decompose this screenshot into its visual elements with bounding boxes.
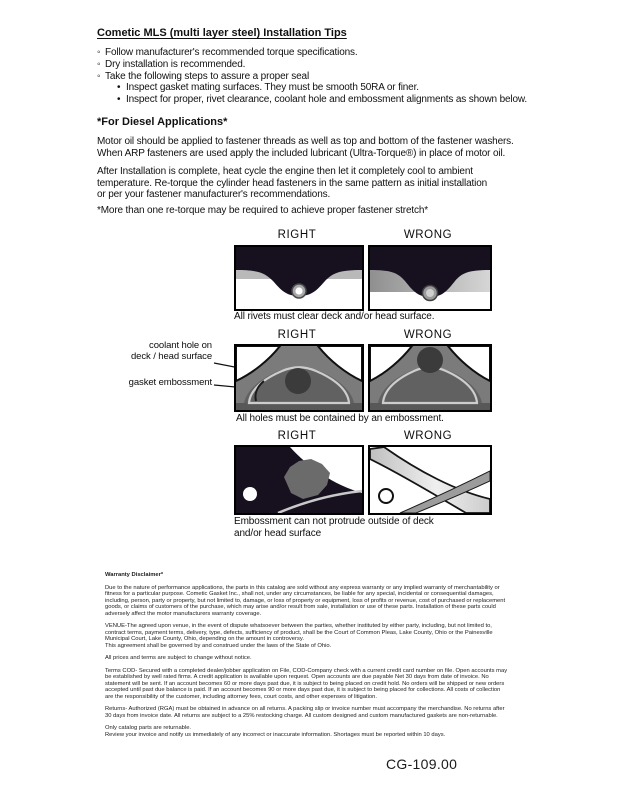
- gasket-embossment-annotation: gasket embossment: [128, 377, 212, 388]
- circle-bullet-icon: ◦: [97, 70, 101, 82]
- tip-text: Inspect gasket mating surfaces. They must be smooth 50RA or finer.: [126, 82, 419, 94]
- rivet-clearance-wrong-diagram: [368, 245, 492, 311]
- list-item: [97, 82, 527, 94]
- diesel-paragraph-1: Motor oil should be applied to fastener threads as well as top and bottom of the fastener washers. When ARP fasteners are used apply the included lubricant (Ultra-Torque®) in place of motor oil.: [97, 136, 514, 159]
- legal-paragraph-terms: Terms COD- Secured with a completed dealer/jobber application on File, COD-Company check with a current credit card number on file. Open accounts may be established by well rated firms. A credit application is available upon request. Open accounts are due payable Net 30 days from date of invoice. No statement will be sent. If an account becomes 60 or more days past due, it is subject to being placed on credit hold. No orders will be shipped or new orders accepted until past due balance is paid. If an account becomes 90 or more days past due, it is subject to being placed for collections. All costs of collection are the responsibility of the customer, including attorney fees, court costs, and other expenses of litigation.: [105, 667, 508, 700]
- diesel-section-heading: *For Diesel Applications*: [97, 116, 228, 128]
- figure3-caption: Embossment can not protrude outside of deck and/or head surface: [234, 516, 434, 539]
- figure1-right-label: RIGHT: [277, 229, 317, 241]
- figure3-right-label: RIGHT: [277, 430, 317, 442]
- document-code: CG-109.00: [386, 756, 458, 772]
- installation-tips-list: [97, 47, 527, 106]
- embossment-containment-wrong-diagram: [368, 344, 492, 412]
- embossment-protrusion-right-diagram: [234, 445, 364, 515]
- legal-paragraph-venue: VENUE-The agreed upon venue, in the event of dispute whatsoever between the parties, whether instituted by either party, including, but not limited to, contract terms, payment terms, delivery, type, defects, sufficiency of product, shall be the Court of Common Pleas, Lake County, Ohio or the Painesville Municipal Court, Lake County, Ohio, depending on the amount in controversy. This agreement shall be governed by and construed under the laws of the State of Ohio.: [105, 623, 493, 649]
- figure2-right-label: RIGHT: [277, 329, 317, 341]
- figure2-caption: All holes must be contained by an embossment.: [236, 413, 444, 424]
- legal-paragraph-returns: Returns- Authorized (RGA) must be obtained in advance on all returns. A packing slip or invoice number must accompany the merchandise. No returns after 30 days from invoice date. All returns are subject to a 25% restocking charge. All custom designed and custom manufactured gaskets are non-returnable.: [105, 706, 505, 719]
- embossment-containment-right-diagram: [234, 344, 364, 412]
- legal-fine-print: [105, 572, 525, 744]
- figure3-wrong-label: WRONG: [403, 430, 453, 442]
- circle-bullet-icon: ◦: [97, 58, 101, 70]
- dot-bullet-icon: •: [117, 94, 121, 106]
- list-item: [97, 94, 527, 106]
- figure2-wrong-label: WRONG: [403, 329, 453, 341]
- coolant-hole-annotation: coolant hole on deck / head surface: [130, 340, 212, 362]
- legal-paragraph-warranty: Due to the nature of performance applications, the parts in this catalog are sold without any express warranty or any implied warranty of merchantability or fitness for a particular purpose. Cometic Gasket Inc., shall not, under any circumstances, be liable for any special, incidental or consequential damages, including, person, party or property, but not limited to, damage, or loss of property or equipment, loss of profits or revenue, cost of purchased or replacement goods, or claims of customers of the purchase, which may arise and/or result from sale, installation or use of these parts. Installation of these parts could adversely affect the motor manufacturers warranty coverage.: [105, 584, 506, 617]
- tip-text: Take the following steps to assure a proper seal: [105, 70, 310, 82]
- list-item: [97, 71, 527, 83]
- tip-text: Inspect for proper, rivet clearance, coolant hole and embossment alignments as shown below.: [126, 94, 528, 106]
- list-item: [97, 47, 527, 59]
- tip-text: Dry installation is recommended.: [105, 58, 246, 70]
- rivet-clearance-right-diagram: [234, 245, 364, 311]
- retorque-note: *More than one re-torque may be required to achieve proper fastener stretch*: [97, 205, 429, 216]
- figure1-caption: All rivets must clear deck and/or head surface.: [234, 311, 435, 322]
- warranty-disclaimer-heading: Warranty Disclaimer*: [105, 572, 164, 578]
- figure1-wrong-label: WRONG: [403, 229, 453, 241]
- dot-bullet-icon: •: [117, 82, 121, 94]
- legal-paragraph-prices: All prices and terms are subject to change without notice.: [105, 655, 252, 661]
- tip-text: Follow manufacturer's recommended torque specifications.: [105, 47, 358, 58]
- diesel-paragraph-2: After Installation is complete, heat cycle the engine then let it completely cool to ambient temperature. Re-torque the cylinder head fasteners in the same pattern as initial installation or per your fastener manufacturer's recommendations.: [97, 166, 488, 200]
- embossment-protrusion-wrong-diagram: [368, 445, 492, 515]
- legal-paragraph-catalog: Only catalog parts are returnable. Review your invoice and notify us immediately of any incorrect or inaccurate information. Shortages must be reported within 10 days.: [105, 725, 446, 738]
- circle-bullet-icon: ◦: [97, 47, 101, 58]
- list-item: [97, 59, 527, 71]
- page-title: Cometic MLS (multi layer steel) Installation Tips: [97, 27, 347, 39]
